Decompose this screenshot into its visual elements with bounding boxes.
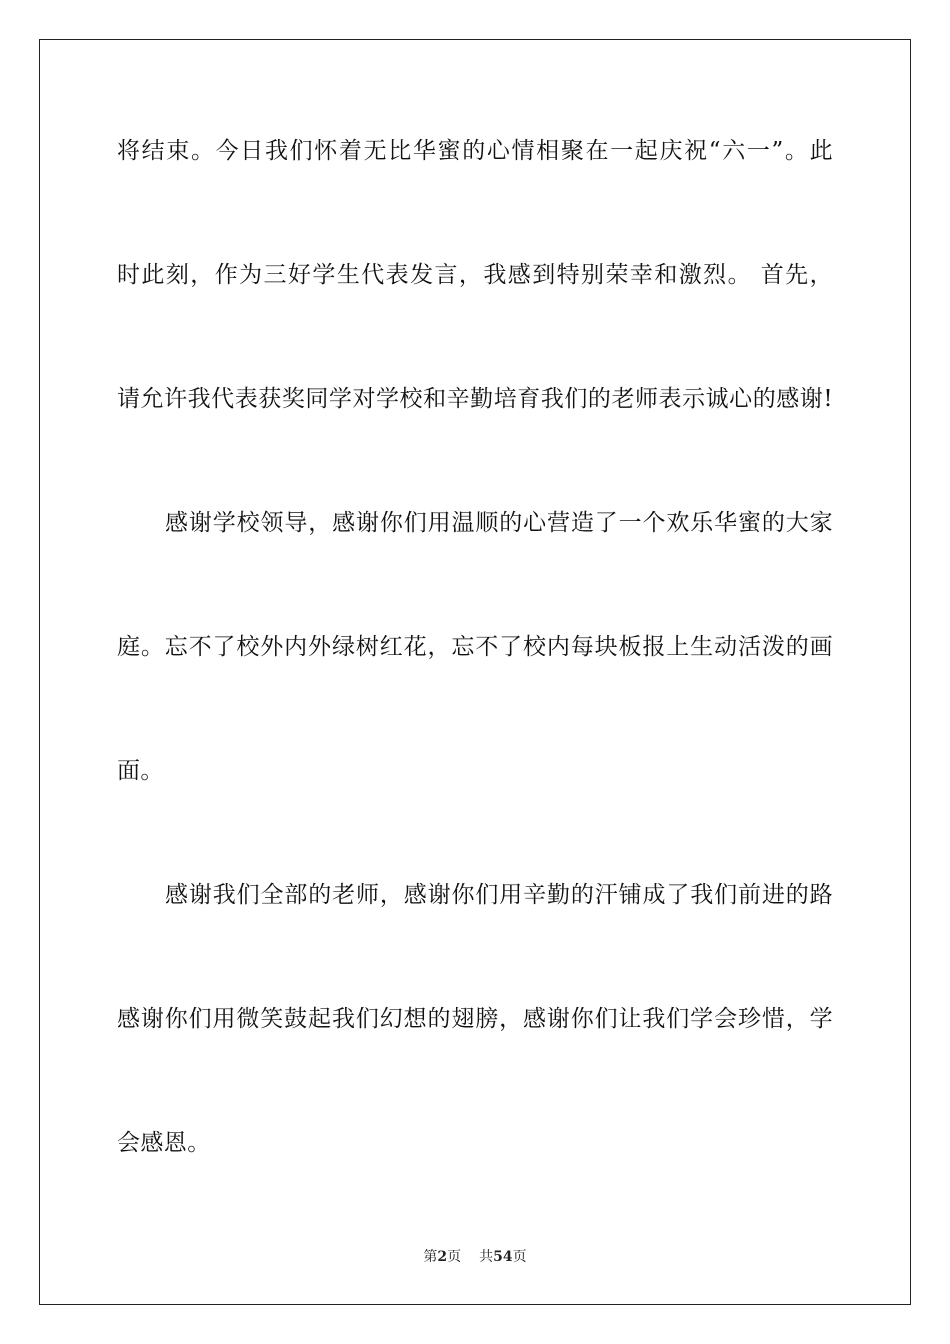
text-line-5: 庭。忘不了校外内外绿树红花，忘不了校内每块板报上生动活泼的画 (117, 634, 833, 660)
text-line-9: 会感恩。 (117, 1130, 211, 1156)
text-line-1: 将结束。今日我们怀着无比华蜜的心情相聚在一起庆祝“六一”。此 (117, 138, 833, 164)
footer-page-prefix: 第 (423, 1249, 438, 1265)
text-line-4: 感谢学校领导，感谢你们用温顺的心营造了一个欢乐华蜜的大家 (165, 510, 833, 536)
text-line-8: 感谢你们用微笑鼓起我们幻想的翅膀，感谢你们让我们学会珍惜，学 (117, 1006, 833, 1032)
page-frame (39, 39, 911, 1305)
text-line-2: 时此刻，作为三好学生代表发言，我感到特别荣幸和激烈。 首先， (117, 262, 833, 288)
footer-total-pages: 54 (493, 1249, 513, 1265)
footer-page-number: 2 (437, 1249, 448, 1265)
text-line-7: 感谢我们全部的老师，感谢你们用辛勤的汗铺成了我们前进的路 (165, 882, 833, 908)
footer-total-suffix: 页 (512, 1249, 527, 1265)
footer-total-prefix: 共 (479, 1249, 494, 1265)
page-footer (0, 1248, 950, 1266)
text-line-3: 请允许我代表获奖同学对学校和辛勤培育我们的老师表示诚心的感谢! (117, 386, 833, 412)
text-line-6: 面。 (117, 758, 164, 784)
footer-page-suffix: 页 (447, 1249, 462, 1265)
